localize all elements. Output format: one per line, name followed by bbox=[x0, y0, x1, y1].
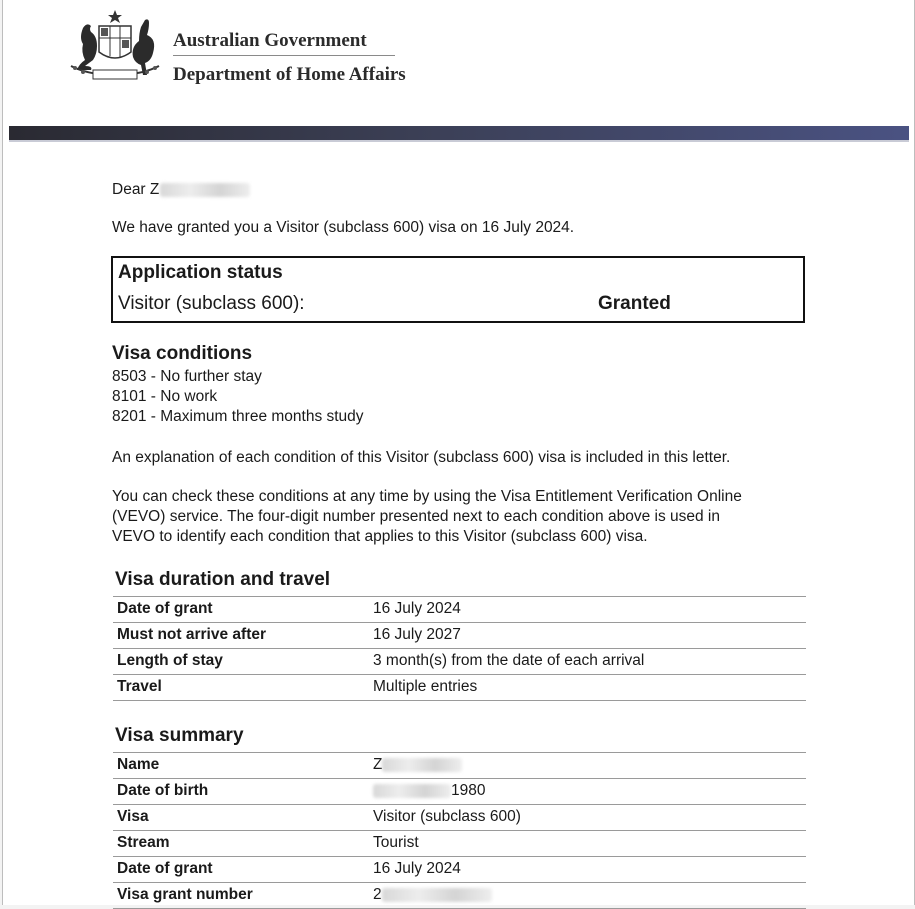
row-label: Travel bbox=[117, 678, 162, 695]
coat-of-arms-icon bbox=[61, 8, 169, 86]
table-row bbox=[113, 830, 806, 856]
table-row bbox=[113, 648, 806, 674]
redacted-grant-number bbox=[382, 888, 492, 902]
row-label: Stream bbox=[117, 834, 170, 851]
redacted-birthdate bbox=[373, 784, 451, 798]
row-label: Visa bbox=[117, 808, 149, 825]
row-value: Tourist bbox=[373, 834, 419, 851]
vevo-line: You can check these conditions at any time by using the Visa Entitlement Verification Online bbox=[112, 488, 742, 505]
table-row bbox=[113, 856, 806, 882]
condition-item: 8503 - No further stay bbox=[112, 368, 262, 385]
row-value: 16 July 2024 bbox=[373, 600, 461, 617]
header-banner-underline bbox=[9, 140, 909, 142]
row-value: 16 July 2027 bbox=[373, 626, 461, 643]
visa-summary-table bbox=[113, 752, 806, 909]
row-label: Must not arrive after bbox=[117, 626, 267, 643]
visa-conditions-heading: Visa conditions bbox=[112, 343, 253, 364]
duration-travel-table bbox=[113, 596, 806, 701]
greeting-text: Dear Z bbox=[112, 181, 160, 198]
government-title: Australian Government bbox=[173, 30, 367, 51]
greeting-line bbox=[112, 180, 250, 200]
row-label: Date of grant bbox=[117, 860, 213, 877]
condition-item: 8201 - Maximum three months study bbox=[112, 408, 364, 425]
letter-page bbox=[2, 0, 915, 905]
application-status-title: Application status bbox=[118, 262, 283, 283]
row-value: 3 month(s) from the date of each arrival bbox=[373, 652, 645, 669]
conditions-explanation: An explanation of each condition of this Visitor (subclass 600) visa is included in this letter. bbox=[112, 449, 731, 466]
header-banner bbox=[9, 126, 909, 140]
department-title: Department of Home Affairs bbox=[173, 64, 406, 85]
header-divider bbox=[173, 55, 395, 56]
vevo-paragraph bbox=[112, 487, 742, 547]
table-row bbox=[113, 596, 806, 622]
redacted-name bbox=[160, 183, 250, 197]
table-row bbox=[113, 778, 806, 804]
vevo-line: (VEVO) service. The four-digit number presented next to each condition above is used in bbox=[112, 508, 720, 525]
row-value-redacted bbox=[373, 782, 485, 800]
visa-conditions-list bbox=[112, 367, 364, 427]
condition-item: 8101 - No work bbox=[112, 388, 218, 405]
row-label: Date of birth bbox=[117, 782, 209, 799]
vevo-line: VEVO to identify each condition that applies to this Visitor (subclass 600) visa. bbox=[112, 528, 648, 545]
row-label: Name bbox=[117, 756, 160, 773]
duration-travel-heading: Visa duration and travel bbox=[115, 569, 331, 590]
row-label: Length of stay bbox=[117, 652, 223, 669]
row-value: Visitor (subclass 600) bbox=[373, 808, 521, 825]
row-value: Z bbox=[373, 756, 383, 773]
row-value: 1980 bbox=[451, 782, 486, 799]
table-row bbox=[113, 674, 806, 701]
row-value-redacted bbox=[373, 886, 492, 904]
row-label: Date of grant bbox=[117, 600, 213, 617]
application-status-box bbox=[111, 256, 805, 323]
grant-sentence: We have granted you a Visitor (subclass 600) visa on 16 July 2024. bbox=[112, 219, 575, 236]
application-status-value: Granted bbox=[598, 293, 671, 314]
application-status-label: Visitor (subclass 600): bbox=[118, 293, 305, 314]
table-row bbox=[113, 622, 806, 648]
row-value: Multiple entries bbox=[373, 678, 478, 695]
row-value: 2 bbox=[373, 886, 382, 903]
row-label: Visa grant number bbox=[117, 886, 253, 903]
row-value: 16 July 2024 bbox=[373, 860, 461, 877]
table-row bbox=[113, 804, 806, 830]
row-value-redacted bbox=[373, 756, 462, 774]
redacted-name bbox=[382, 758, 462, 772]
visa-summary-heading: Visa summary bbox=[115, 725, 244, 746]
table-row bbox=[113, 752, 806, 778]
